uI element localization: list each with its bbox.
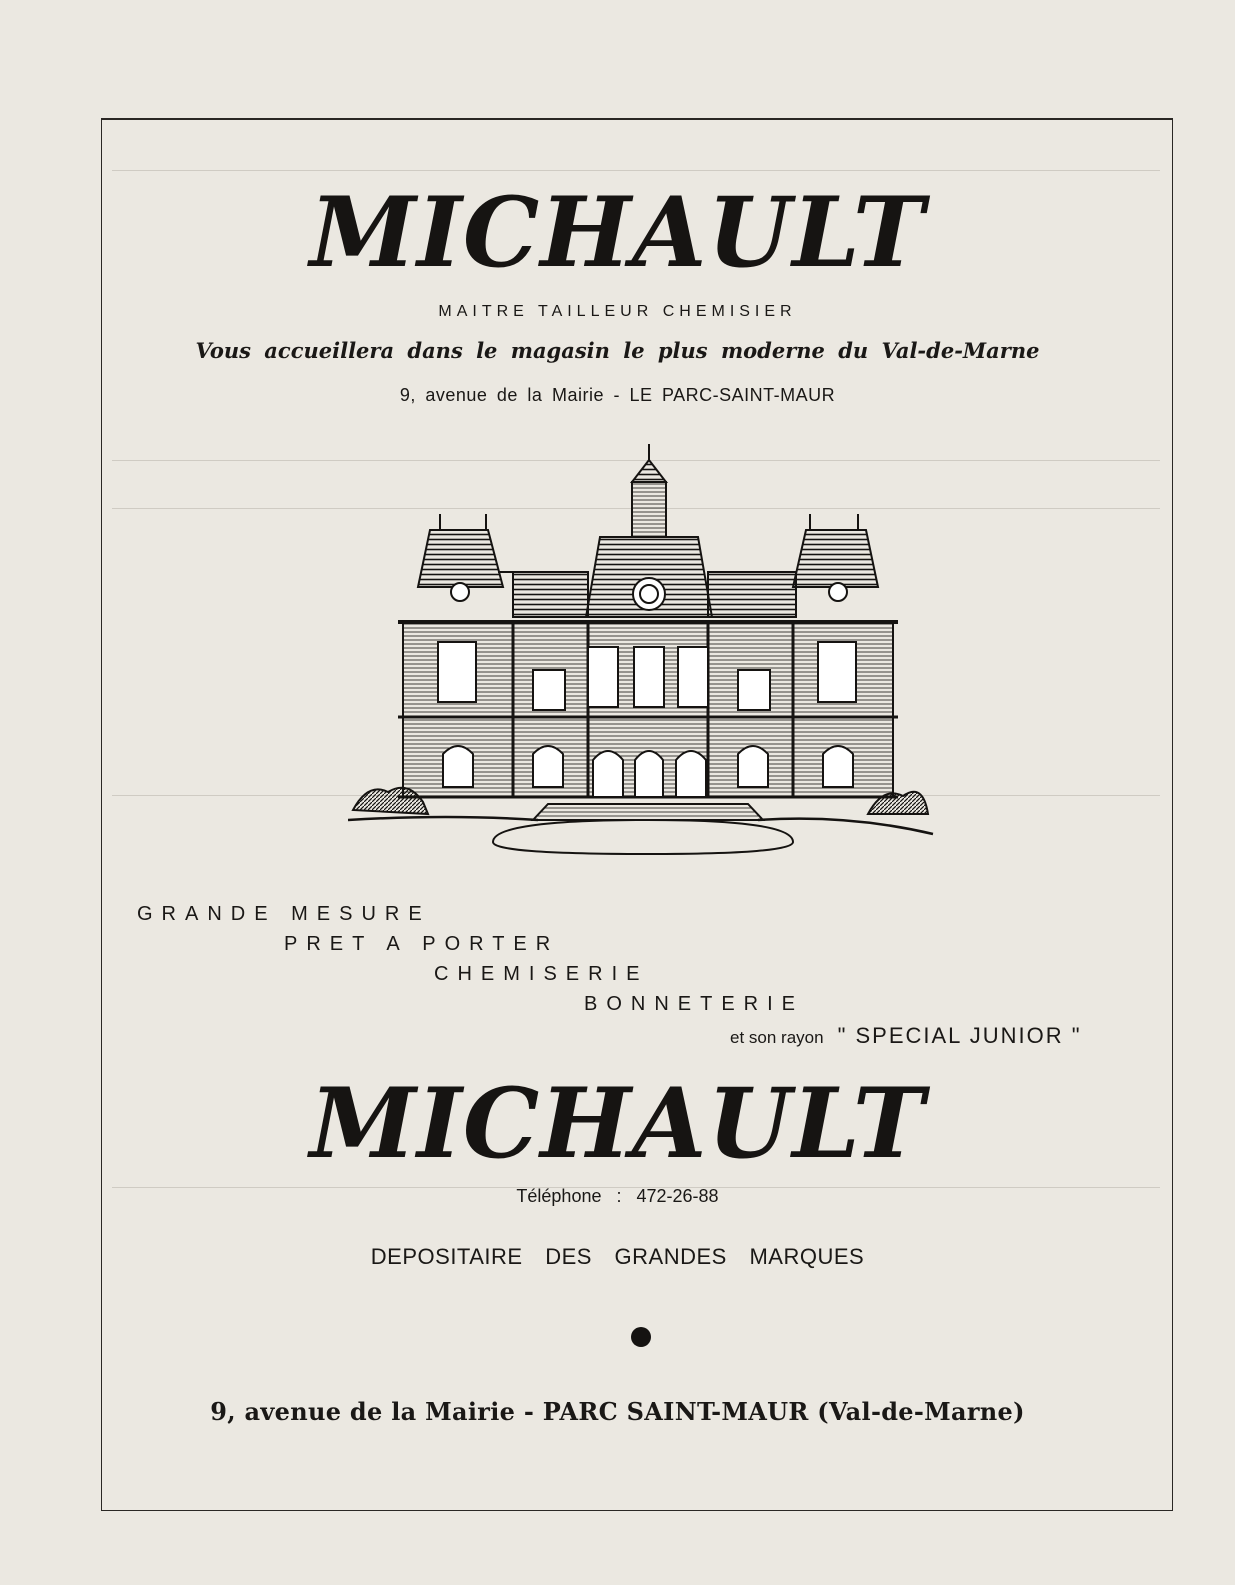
subtitle: MAITRE TAILLEUR CHEMISIER xyxy=(438,303,797,320)
bullet-dot-icon xyxy=(631,1327,651,1347)
brand-title-top: MICHAULT xyxy=(309,176,926,289)
depositaire-line: DEPOSITAIRE DES GRANDES MARQUES xyxy=(370,1244,865,1269)
junior-prefix: et son rayon xyxy=(730,1028,824,1047)
tagline: Vous accueillera dans le magasin le plus moderne du Val-de-Marne xyxy=(195,338,1040,363)
town-hall-building-icon xyxy=(348,442,948,872)
special-junior-label: " SPECIAL JUNIOR " xyxy=(837,1023,1082,1048)
junior-department-line xyxy=(730,1023,1082,1049)
bleed-through-line xyxy=(112,170,1160,171)
phone-label: Téléphone : xyxy=(516,1186,622,1206)
service-grande-mesure: GRANDE MESURE xyxy=(137,903,431,925)
address-top: 9, avenue de la Mairie - LE PARC-SAINT-MAUR xyxy=(399,385,836,405)
address-bottom: 9, avenue de la Mairie - PARC SAINT-MAUR (Val-de-Marne) xyxy=(210,1397,1025,1426)
service-bonneterie: BONNETERIE xyxy=(584,993,805,1015)
phone-number: 472-26-88 xyxy=(636,1186,719,1206)
service-chemiserie: CHEMISERIE xyxy=(434,963,649,985)
brand-title-bottom: MICHAULT xyxy=(309,1067,926,1180)
phone-line xyxy=(0,1186,1235,1207)
service-pret-a-porter: PRET A PORTER xyxy=(284,933,560,955)
